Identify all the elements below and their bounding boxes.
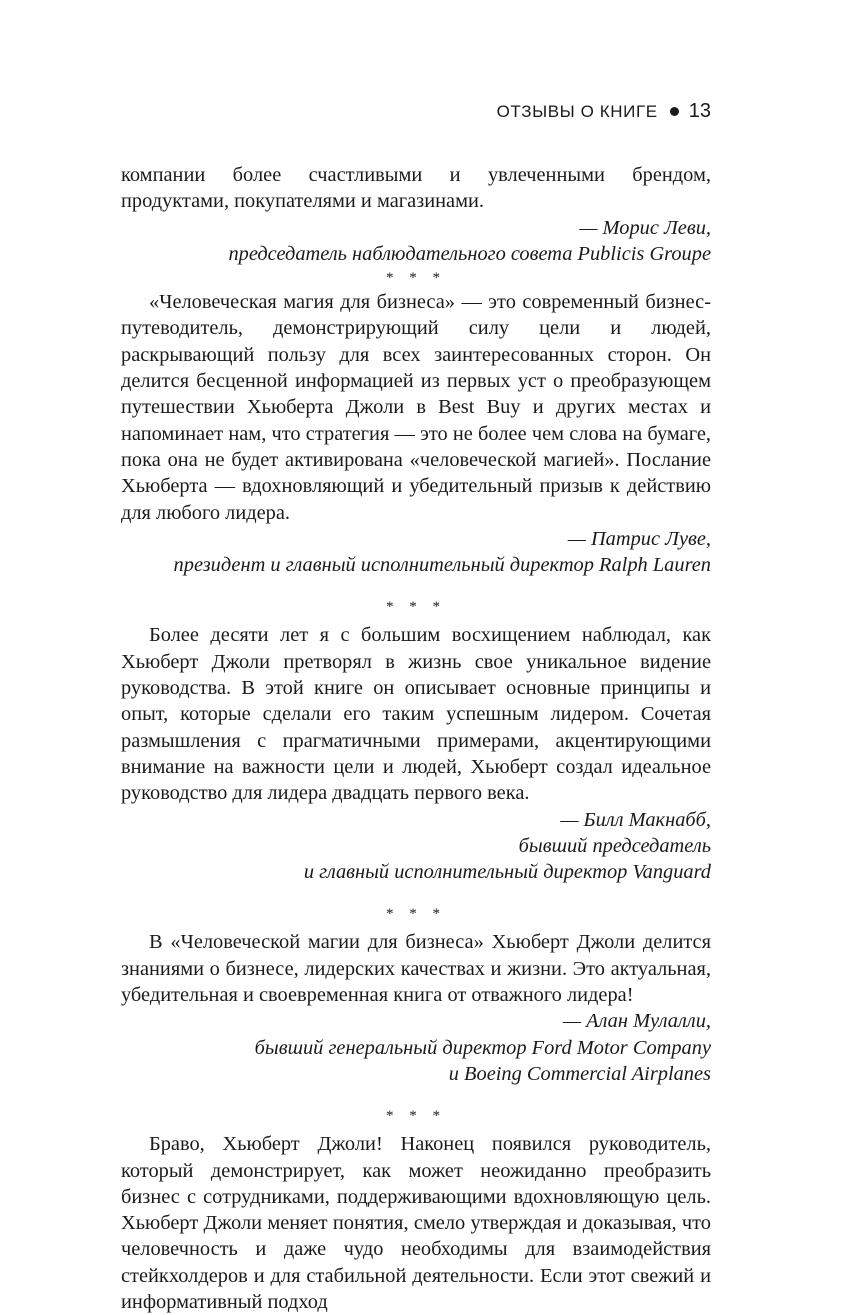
section-separator: * * *	[386, 1108, 446, 1125]
review-author-role: президент и главный исполнительный директор Ralph Lauren	[173, 554, 711, 577]
section-separator: * * *	[386, 270, 446, 287]
review-text: В «Человеческой магии для бизнеса» Хьюберт Джоли делится знаниями о бизнесе, лидерских качествах и жизни. Это актуальная, убедительная и своевременная книга от отважного лидера!	[121, 931, 711, 1007]
section-separator: * * *	[386, 906, 446, 923]
book-page	[121, 96, 711, 1315]
review-author-role: и главный исполнительный директор Vanguard	[303, 861, 711, 884]
bullet-separator-icon	[670, 107, 679, 116]
review-block	[121, 622, 711, 885]
review-author: — Алан Мулалли,	[562, 1010, 711, 1033]
review-author: — Патрис Луве,	[567, 527, 711, 550]
review-block	[121, 929, 711, 1087]
review-author-role: и Boeing Commercial Airplanes	[448, 1062, 711, 1085]
review-text: «Человеческая магия для бизнеса» — это современный бизнес-путеводитель, демонстрирующий силу цели и людей, раскрывающий пользу для всех заинтересованных сторон. Он делится бесценной информацией из первых уст о преобразующем путешествии Хьюберта Джоли в Best Buy и других местах и напоминает нам, что стратегия — это не более чем слова на бумаге, пока она не будет активирована «человеческой магией». Послание Хьюберта — вдохновляющий и убедительный призыв к действию для любого лидера.	[121, 291, 711, 524]
review-block	[121, 289, 711, 578]
review-author: — Билл Макнабб,	[560, 808, 711, 831]
review-author: — Морис Леви,	[579, 216, 711, 239]
section-separator: * * *	[386, 599, 446, 616]
running-header	[121, 96, 711, 126]
review-block	[121, 1131, 711, 1315]
review-author-role: бывший генеральный директор Ford Motor Company	[254, 1036, 711, 1059]
review-author-role: бывший председатель	[518, 834, 711, 857]
review-text: Более десяти лет я с большим восхищением наблюдал, как Хьюберт Джоли претворял в жизнь свое уникальное видение руководства. В этой книге он описывает основные принципы и опыт, которые сделали его таким успешным лидером. Сочетая размышления с прагматичными примерами, акцентирующими внимание на важности цели и людей, Хьюберт создал идеальное руководство для лидера двадцать первого века.	[121, 624, 711, 805]
page-number: 13	[688, 100, 711, 122]
review-text: Браво, Хьюберт Джоли! Наконец появился руководитель, который демонстрирует, как может неожиданно преобразить бизнес с сотрудниками, поддерживающими вдохновляющую цель. Хьюберт Джоли меняет понятия, смело утверждая и доказывая, что человечность и даже чудо необходимы для взаимодействия стейкхолдеров и для стабильной деятельности. Если этот свежий и информативный подход	[121, 1133, 711, 1313]
review-block	[121, 162, 711, 267]
section-title: ОТЗЫВЫ О КНИГЕ	[496, 102, 658, 121]
review-text: компании более счастливыми и увлеченными брендом, продуктами, покупателями и магазинами.	[121, 164, 711, 213]
review-author-role: председатель наблюдательного совета Publicis Groupe	[228, 242, 711, 265]
